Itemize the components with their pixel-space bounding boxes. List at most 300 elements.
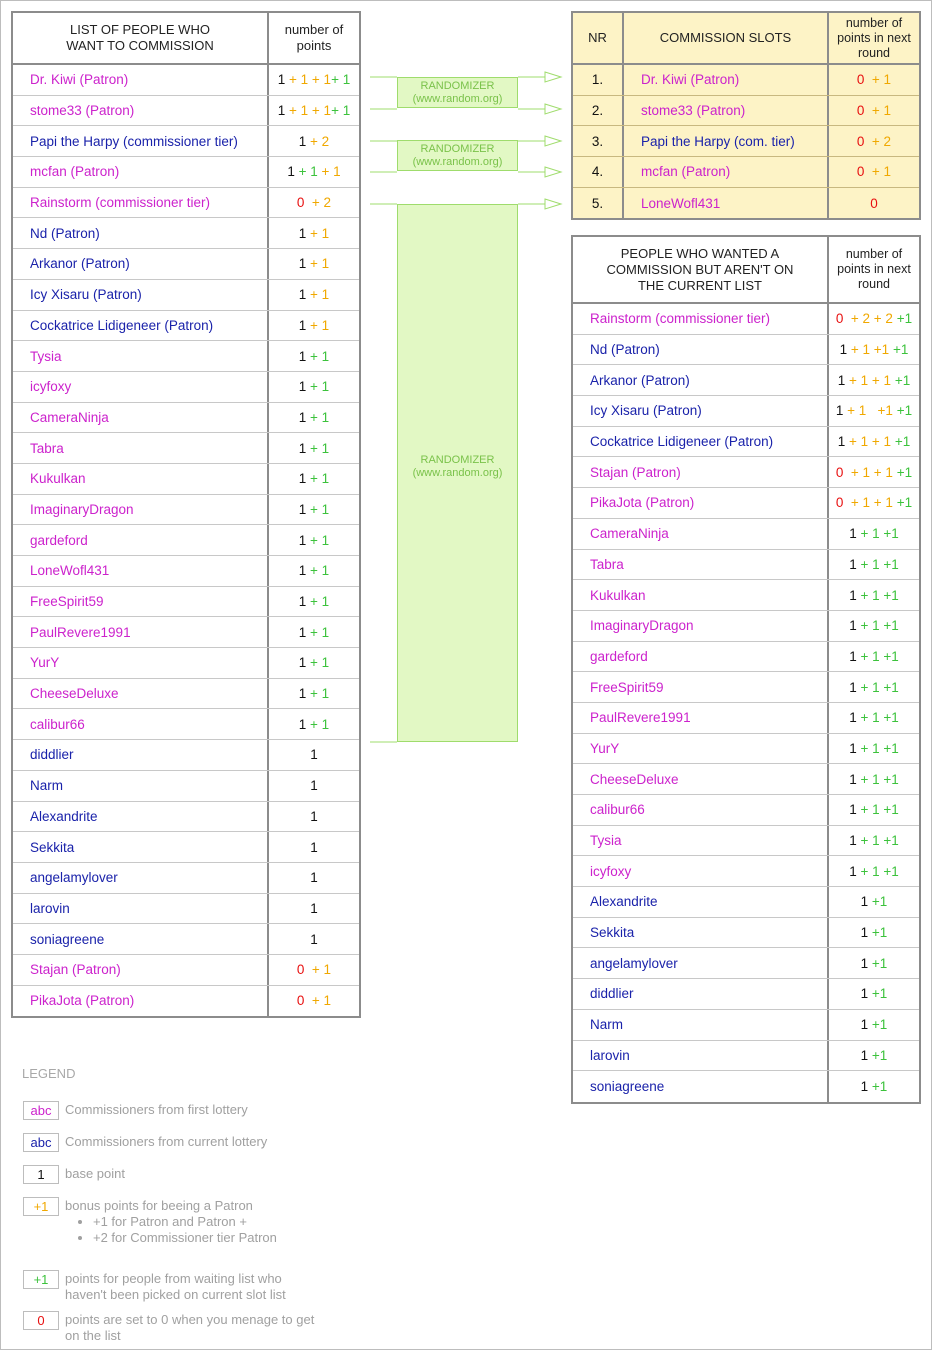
person-name: diddlier	[30, 747, 74, 763]
header-points: number of points	[267, 13, 359, 63]
points-part: + 1	[304, 993, 332, 1009]
points-part: 1	[277, 72, 286, 88]
points-part: 1	[310, 778, 318, 794]
waiting-name: Arkanor (Patron)	[590, 372, 690, 388]
points-cell	[827, 672, 919, 702]
points-cell	[267, 894, 359, 924]
slot-name: mcfan (Patron)	[641, 164, 731, 180]
table-row	[13, 832, 359, 863]
person-name: soniagreene	[30, 931, 105, 947]
points-part: +1	[868, 986, 888, 1002]
slot-number: 3.	[573, 126, 624, 156]
points-cell	[267, 955, 359, 985]
points-part: 1	[277, 103, 286, 119]
points-cell	[827, 764, 919, 794]
waiting-name: larovin	[590, 1047, 630, 1063]
waiting-name: gardeford	[590, 648, 648, 664]
legend-swatch: abc	[23, 1101, 59, 1120]
person-name: Narm	[30, 778, 63, 794]
points-cell	[827, 65, 919, 95]
points-part: + 1 + 1	[843, 464, 893, 480]
waiting-row	[573, 1071, 919, 1102]
points-part: + 1 +1	[856, 648, 899, 664]
waiting-name: YurY	[590, 740, 620, 756]
waiting-name: soniagreene	[590, 1079, 665, 1095]
points-part: 1	[298, 594, 307, 610]
points-cell	[827, 642, 919, 672]
legend-text-line: points are set to 0 when you menage to get on the list	[65, 1312, 315, 1343]
waiting-row	[573, 764, 919, 795]
table-row	[13, 802, 359, 833]
points-part: + 1 +1	[856, 587, 899, 603]
points-part: + 2 + 2	[843, 311, 893, 327]
points-part: +1	[891, 372, 911, 388]
points-cell	[827, 979, 919, 1009]
person-name: gardeford	[30, 532, 88, 548]
points-part: 1	[298, 225, 307, 241]
waiting-row	[573, 365, 919, 396]
person-name: LoneWofl431	[30, 563, 110, 579]
waiting-row	[573, 703, 919, 734]
points-part: + 1	[306, 716, 330, 732]
points-cell	[827, 157, 919, 187]
person-name: Kukulkan	[30, 471, 86, 487]
waiting-row	[573, 948, 919, 979]
waiting-row	[573, 979, 919, 1010]
legend-text	[65, 1166, 125, 1182]
person-name: calibur66	[30, 716, 85, 732]
points-part: + 1	[306, 532, 330, 548]
legend-item	[23, 1270, 286, 1303]
waiting-name: icyfoxy	[590, 863, 632, 879]
legend-item	[23, 1133, 267, 1152]
table-row	[13, 955, 359, 986]
points-part: 1	[310, 808, 318, 824]
points-part: 1	[298, 471, 307, 487]
points-part: 1	[849, 679, 857, 695]
points-part: + 2	[306, 133, 330, 149]
points-part: +1	[868, 955, 888, 971]
waiting-row	[573, 611, 919, 642]
patron-bullets	[65, 1214, 277, 1246]
waiting-name: Stajan (Patron)	[590, 464, 681, 480]
waiting-name: Cockatrice Lidigeneer (Patron)	[590, 434, 774, 450]
person-name: stome33 (Patron)	[30, 103, 135, 119]
waiting-row	[573, 1010, 919, 1041]
points-part: 0	[835, 464, 844, 480]
waiting-row	[573, 918, 919, 949]
points-part: + 1 + 1	[285, 103, 332, 119]
points-part: + 1	[306, 624, 330, 640]
waiting-name: angelamylover	[590, 955, 678, 971]
waiting-row	[573, 856, 919, 887]
points-part: +1	[868, 894, 888, 910]
points-part: 1	[849, 587, 857, 603]
header-next-points: number of points in next round	[827, 13, 919, 63]
legend-item	[23, 1311, 314, 1344]
points-part: +1	[891, 434, 911, 450]
legend-swatch: 0	[23, 1311, 59, 1330]
points-part: 1	[835, 403, 844, 419]
points-part: + 1 +1	[856, 526, 899, 542]
points-cell	[827, 550, 919, 580]
waiting-name: Kukulkan	[590, 587, 646, 603]
points-part: 1	[298, 686, 307, 702]
legend-swatch: +1	[23, 1270, 59, 1289]
slot-name: Papi the Harpy (com. tier)	[641, 133, 795, 149]
randomizer-label: RANDOMIZER	[420, 454, 495, 466]
points-part: + 2	[304, 195, 332, 211]
points-part: + 1 +1	[843, 403, 893, 419]
person-name: Tabra	[30, 440, 64, 456]
waiting-row	[573, 427, 919, 458]
waiting-row	[573, 672, 919, 703]
legend-text	[65, 1271, 286, 1303]
points-cell	[827, 188, 919, 219]
points-part: 0	[870, 195, 878, 211]
points-part: + 1 +1	[856, 833, 899, 849]
points-part: 1	[860, 894, 869, 910]
table-row	[13, 986, 359, 1017]
points-part: 1	[839, 342, 848, 358]
waiting-row	[573, 304, 919, 335]
slot-row	[573, 96, 919, 127]
points-part: 1	[860, 986, 869, 1002]
points-part: + 1	[864, 103, 892, 119]
points-part: 1	[860, 1017, 869, 1033]
person-name: CameraNinja	[30, 409, 109, 425]
points-cell	[827, 1041, 919, 1071]
points-cell	[267, 924, 359, 954]
person-name: PikaJota (Patron)	[30, 993, 135, 1009]
points-part: +1	[889, 342, 909, 358]
slot-row	[573, 188, 919, 219]
waiting-row	[573, 396, 919, 427]
points-part: 1	[287, 164, 295, 180]
points-part: +1	[868, 1017, 888, 1033]
person-name: Sekkita	[30, 839, 75, 855]
patron-bullet: • +2 for Commissioner tier Patron	[93, 1230, 277, 1246]
points-part: + 1 + 1	[845, 372, 892, 388]
points-cell	[827, 948, 919, 978]
person-name: FreeSpirit59	[30, 594, 104, 610]
legend-swatch: abc	[23, 1133, 59, 1152]
points-cell	[267, 802, 359, 832]
points-part: 1	[298, 563, 307, 579]
person-name: PaulRevere1991	[30, 624, 131, 640]
points-part: 1	[298, 379, 307, 395]
points-part: + 1 + 1	[845, 434, 892, 450]
legend-text	[65, 1102, 248, 1118]
waiting-name: Alexandrite	[590, 894, 658, 910]
table-row	[13, 863, 359, 894]
slot-row	[573, 157, 919, 188]
points-part: 0	[296, 993, 305, 1009]
legend-item	[23, 1197, 277, 1246]
points-cell	[827, 703, 919, 733]
patron-bullet: • +1 for Patron and Patron +	[93, 1214, 277, 1230]
person-name: CheeseDeluxe	[30, 686, 119, 702]
header-waiting-points: number of points in next round	[827, 237, 919, 302]
points-cell	[827, 96, 919, 126]
points-cell	[827, 335, 919, 365]
points-part: 1	[298, 501, 307, 517]
points-part: 1	[298, 409, 307, 425]
person-name: icyfoxy	[30, 379, 72, 395]
person-name: ImaginaryDragon	[30, 501, 134, 517]
points-part: +1	[868, 1079, 888, 1095]
person-name: Icy Xisaru (Patron)	[30, 287, 142, 303]
person-name: Cockatrice Lidigeneer (Patron)	[30, 317, 214, 333]
person-name: larovin	[30, 900, 70, 916]
points-cell	[827, 795, 919, 825]
waiting-row	[573, 642, 919, 673]
points-part: + 1 + 1	[843, 495, 893, 511]
points-part: + 1	[306, 225, 330, 241]
points-cell	[827, 304, 919, 334]
points-cell	[267, 832, 359, 862]
slot-number: 5.	[573, 188, 624, 219]
points-part: + 1	[306, 563, 330, 579]
person-name: Tysia	[30, 348, 62, 364]
legend-swatch: 1	[23, 1165, 59, 1184]
points-part: + 1 +1	[856, 556, 899, 572]
points-part: + 1 +1	[847, 342, 890, 358]
waiting-name: FreeSpirit59	[590, 679, 664, 695]
points-part: + 1	[864, 164, 892, 180]
points-part: + 1	[306, 655, 330, 671]
points-part: + 1	[306, 409, 330, 425]
waiting-name: Tysia	[590, 833, 622, 849]
points-cell	[827, 457, 919, 487]
header-commission-slots: COMMISSION SLOTS	[659, 30, 792, 45]
waiting-name: CameraNinja	[590, 526, 669, 542]
points-part: +1	[868, 1047, 888, 1063]
points-part: 1	[837, 434, 846, 450]
points-part: 1	[298, 624, 307, 640]
waiting-name: Rainstorm (commissioner tier)	[590, 311, 771, 327]
slot-name: LoneWofl431	[641, 195, 721, 211]
points-part: 1	[860, 1047, 869, 1063]
points-cell	[827, 488, 919, 518]
points-part: + 1	[306, 317, 330, 333]
points-part: + 1	[306, 686, 330, 702]
points-cell	[267, 986, 359, 1017]
points-cell	[827, 126, 919, 156]
randomizer-label: RANDOMIZER	[420, 80, 495, 92]
points-part: 0	[835, 495, 844, 511]
waiting-rows	[573, 304, 919, 1102]
legend-text	[65, 1198, 277, 1246]
points-part: + 1	[331, 103, 351, 119]
points-part: 0	[856, 103, 865, 119]
header-waiting-people: PEOPLE WHO WANTED A COMMISSION BUT AREN'T ON THE CURRENT LIST	[606, 245, 794, 293]
points-part: 1	[298, 440, 307, 456]
slot-number: 2.	[573, 96, 624, 126]
points-part: 1	[849, 833, 857, 849]
points-cell	[827, 734, 919, 764]
commission-slots-table	[571, 11, 921, 220]
points-part: + 1	[306, 348, 330, 364]
points-part: 1	[837, 372, 846, 388]
points-part: + 1	[306, 379, 330, 395]
points-part: +1	[892, 464, 913, 480]
points-part: 1	[310, 747, 318, 763]
randomizer-label: RANDOMIZER	[420, 143, 495, 155]
points-part: + 1	[864, 72, 892, 88]
points-part: 1	[298, 317, 307, 333]
waiting-name: Sekkita	[590, 925, 635, 941]
waiting-row	[573, 795, 919, 826]
person-name: Nd (Patron)	[30, 225, 100, 241]
points-cell	[827, 396, 919, 426]
waiting-row	[573, 734, 919, 765]
points-part: + 1 +1	[856, 618, 899, 634]
legend-swatch: +1	[23, 1197, 59, 1216]
waiting-row	[573, 826, 919, 857]
points-part: + 1	[317, 164, 341, 180]
points-part: 1	[860, 1079, 869, 1095]
points-part: 0	[835, 311, 844, 327]
points-part: 1	[310, 870, 318, 886]
legend-text	[65, 1134, 267, 1150]
points-cell	[827, 580, 919, 610]
points-part: +1	[892, 495, 913, 511]
points-cell	[827, 365, 919, 395]
points-part: + 1	[306, 287, 330, 303]
points-part: + 1	[306, 501, 330, 517]
person-name: Alexandrite	[30, 808, 98, 824]
person-name: Stajan (Patron)	[30, 962, 121, 978]
waiting-name: Nd (Patron)	[590, 342, 660, 358]
legend-text-line: bonus points for beeing a Patron	[65, 1198, 253, 1213]
slot-row	[573, 126, 919, 157]
header-people: LIST OF PEOPLE WHO WANT TO COMMISSION	[66, 22, 214, 53]
points-part: 1	[849, 863, 857, 879]
waiting-list-table	[571, 235, 921, 1104]
slot-number: 1.	[573, 65, 624, 95]
points-part: 1	[849, 618, 857, 634]
points-part: + 1	[306, 440, 330, 456]
points-part: 1	[860, 925, 869, 941]
legend-text-line: Commissioners from current lottery	[65, 1134, 268, 1149]
points-part: 1	[298, 133, 307, 149]
person-name: mcfan (Patron)	[30, 164, 120, 180]
waiting-name: PaulRevere1991	[590, 710, 691, 726]
person-name: angelamylover	[30, 870, 118, 886]
slot-rows	[573, 65, 919, 218]
points-cell	[827, 1071, 919, 1102]
slot-name: stome33 (Patron)	[641, 103, 746, 119]
points-part: + 1 + 1	[285, 72, 332, 88]
points-part: 0	[856, 72, 865, 88]
waiting-name: PikaJota (Patron)	[590, 495, 695, 511]
points-part: 1	[849, 648, 857, 664]
person-name: Dr. Kiwi (Patron)	[30, 72, 129, 88]
points-part: + 1 +1	[856, 679, 899, 695]
points-part: 0	[296, 962, 305, 978]
person-name: Papi the Harpy (commissioner tier)	[30, 133, 238, 149]
points-part: 0	[856, 133, 865, 149]
points-part: + 1	[306, 471, 330, 487]
points-cell	[827, 611, 919, 641]
points-part: + 1 +1	[856, 710, 899, 726]
points-part: 1	[860, 955, 869, 971]
points-part: 1	[849, 710, 857, 726]
points-part: 1	[849, 556, 857, 572]
waiting-row	[573, 457, 919, 488]
points-cell	[267, 863, 359, 893]
waiting-name: ImaginaryDragon	[590, 618, 694, 634]
points-part: + 1	[331, 72, 351, 88]
points-part: + 1 +1	[856, 863, 899, 879]
points-part: 1	[310, 931, 318, 947]
waiting-name: diddlier	[590, 986, 634, 1002]
points-part: 1	[310, 839, 318, 855]
points-part: + 1 +1	[856, 802, 899, 818]
points-cell	[827, 918, 919, 948]
slot-name: Dr. Kiwi (Patron)	[641, 72, 740, 88]
legend-text-line: points for people from waiting list who haven't been picked on current slot list	[65, 1271, 286, 1302]
points-cell	[827, 1010, 919, 1040]
points-part: 1	[298, 348, 307, 364]
waiting-name: Icy Xisaru (Patron)	[590, 403, 702, 419]
waiting-name: calibur66	[590, 802, 645, 818]
points-part: 1	[849, 526, 857, 542]
points-part: 0	[856, 164, 865, 180]
waiting-row	[573, 335, 919, 366]
header-nr: NR	[573, 13, 624, 63]
points-part: + 1	[304, 962, 332, 978]
legend-text-line: base point	[65, 1166, 125, 1181]
person-name: Arkanor (Patron)	[30, 256, 130, 272]
waiting-name: CheeseDeluxe	[590, 771, 679, 787]
legend-item	[23, 1165, 125, 1184]
points-part: 1	[849, 771, 857, 787]
legend-title: LEGEND	[22, 1066, 76, 1081]
points-part: 1	[298, 287, 307, 303]
slot-number: 4.	[573, 157, 624, 187]
points-part: 1	[310, 900, 318, 916]
randomizer-site: (www.random.org)	[412, 93, 503, 105]
points-cell	[827, 826, 919, 856]
waiting-name: Tabra	[590, 556, 624, 572]
person-name: Rainstorm (commissioner tier)	[30, 195, 211, 211]
legend-text	[65, 1312, 314, 1344]
waiting-row	[573, 488, 919, 519]
points-part: 0	[296, 195, 305, 211]
slot-row	[573, 65, 919, 96]
table-row	[13, 894, 359, 925]
points-part: + 2	[864, 133, 892, 149]
person-name: YurY	[30, 655, 60, 671]
points-part: + 1 +1	[856, 771, 899, 787]
points-part: +1	[892, 403, 913, 419]
points-cell	[827, 856, 919, 886]
points-part: 1	[298, 655, 307, 671]
points-cell	[827, 427, 919, 457]
randomizer-site: (www.random.org)	[412, 467, 503, 479]
points-part: + 1	[306, 256, 330, 272]
points-part: 1	[849, 740, 857, 756]
points-part: 1	[298, 532, 307, 548]
points-part: + 1	[306, 594, 330, 610]
waiting-row	[573, 519, 919, 550]
waiting-row	[573, 580, 919, 611]
randomizer-site: (www.random.org)	[412, 156, 503, 168]
points-cell	[827, 519, 919, 549]
waiting-row	[573, 887, 919, 918]
